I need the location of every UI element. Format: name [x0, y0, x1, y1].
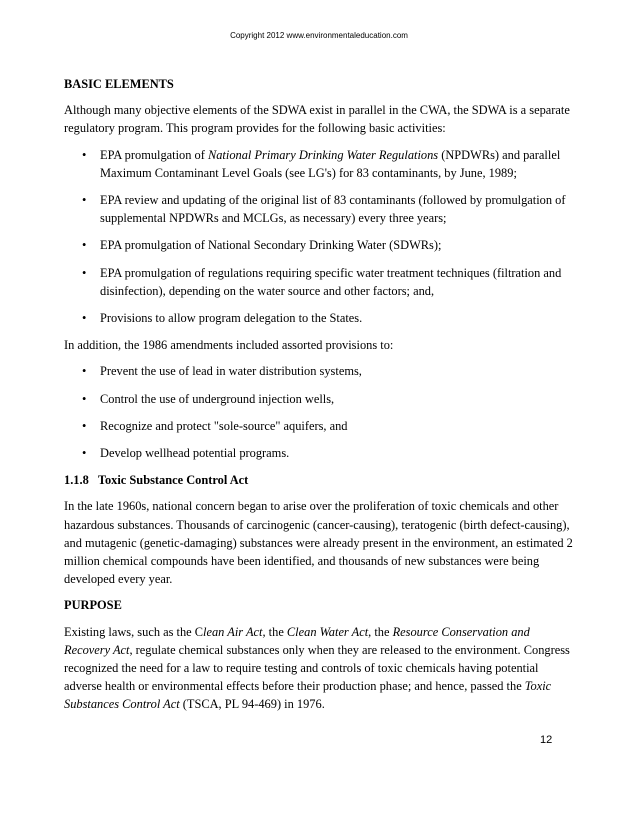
- purpose-text: , the: [368, 624, 393, 639]
- bullet-icon: •: [82, 364, 87, 379]
- purpose-law-rcra: Resource Conservation and Recovery Act: [64, 624, 530, 657]
- list-item: [64, 264, 576, 300]
- list-item: [64, 146, 576, 182]
- list-item: [64, 417, 576, 435]
- section-heading-basic-elements: BASIC ELEMENTS: [64, 77, 174, 91]
- list-item: [64, 309, 576, 327]
- purpose-law-tsca: Toxic Substances Control Act: [64, 679, 552, 712]
- purpose-text: , regulate chemical substances only when they are released to the environment. Congress recognized the need for a law to require testing and controls of toxic chemicals having potential adverse health or environmental effects before their production phase; and hence, passed the: [64, 642, 570, 694]
- bullet-icon: •: [82, 418, 87, 433]
- list-item: [64, 390, 576, 408]
- purpose-law-clean-air-act: lean Air Act,: [203, 624, 266, 639]
- bullet-icon: •: [82, 193, 87, 208]
- paragraph-amendments-intro: In addition, the 1986 amendments included assorted provisions to:: [64, 338, 394, 353]
- purpose-text: (TSCA, PL 94-469) in 1976.: [179, 697, 325, 712]
- list-item-text: Develop wellhead potential programs.: [100, 446, 290, 461]
- bullet-icon: •: [82, 311, 87, 326]
- list-item-text: EPA promulgation of National Secondary Drinking Water (SDWRs);: [100, 238, 442, 253]
- section-heading-tsca: 1.1.8 Toxic Substance Control Act: [64, 473, 249, 488]
- purpose-text: the: [265, 624, 287, 639]
- purpose-text: Existing laws, such as the C: [64, 624, 204, 639]
- amendments-list: [64, 362, 576, 462]
- page-number: 12: [540, 734, 553, 746]
- list-item-text-pre: EPA promulgation of: [100, 147, 208, 162]
- purpose-law-clean-water-act: Clean Water Act: [286, 624, 369, 639]
- list-item-text: Recognize and protect "sole-source" aquifers, and: [100, 418, 348, 433]
- list-item-text: Control the use of underground injection wells,: [100, 391, 335, 406]
- section-heading-purpose: PURPOSE: [64, 598, 122, 613]
- bullet-icon: •: [82, 265, 87, 280]
- bullet-icon: •: [82, 446, 87, 461]
- list-item-text: EPA review and updating of the original list of 83 contaminants (followed by promulgation of supplemental NPDWRs and MCLGs, as necessary) every three years;: [100, 193, 566, 226]
- paragraph-intro: Although many objective elements of the SDWA exist in parallel in the CWA, the SDWA is a separate regulatory program. This program provides for the following basic activities:: [64, 103, 570, 136]
- page-content: [64, 75, 576, 722]
- list-item-text-emphasis: National Primary Drinking Water Regulations: [207, 147, 439, 162]
- list-item-text-post: (NPDWRs) and parallel Maximum Contaminant Level Goals (see LG's) for 83 contaminants, by June, 1989;: [100, 147, 561, 180]
- bullet-icon: •: [82, 238, 87, 253]
- copyright-header: Copyright 2012 www.environmentaleducation.com: [230, 31, 408, 40]
- bullet-icon: •: [82, 391, 87, 406]
- list-item-text: EPA promulgation of regulations requiring specific water treatment techniques (filtration and disinfection), depending on the water source and other factors; and,: [100, 265, 562, 298]
- paragraph-purpose: [64, 623, 576, 714]
- paragraph-tsca-background: In the late 1960s, national concern began to arise over the proliferation of toxic chemicals and other hazardous substances. Thousands of carcinogenic (cancer-causing), teratogenic (birth defect-causing), and mutagenic (genetic-damaging) substances were already present in the environment, an estimated 2 million chemical compounds have been identified, and thousands of new substances were being developed every year.: [64, 499, 573, 587]
- list-item: [64, 362, 576, 380]
- list-item: [64, 191, 576, 227]
- list-item: [64, 444, 576, 462]
- basic-activities-list: [64, 146, 576, 328]
- list-item-text: Provisions to allow program delegation to the States.: [100, 311, 363, 326]
- bullet-icon: •: [82, 147, 87, 162]
- list-item: [64, 236, 576, 254]
- list-item-text: Prevent the use of lead in water distribution systems,: [100, 364, 362, 379]
